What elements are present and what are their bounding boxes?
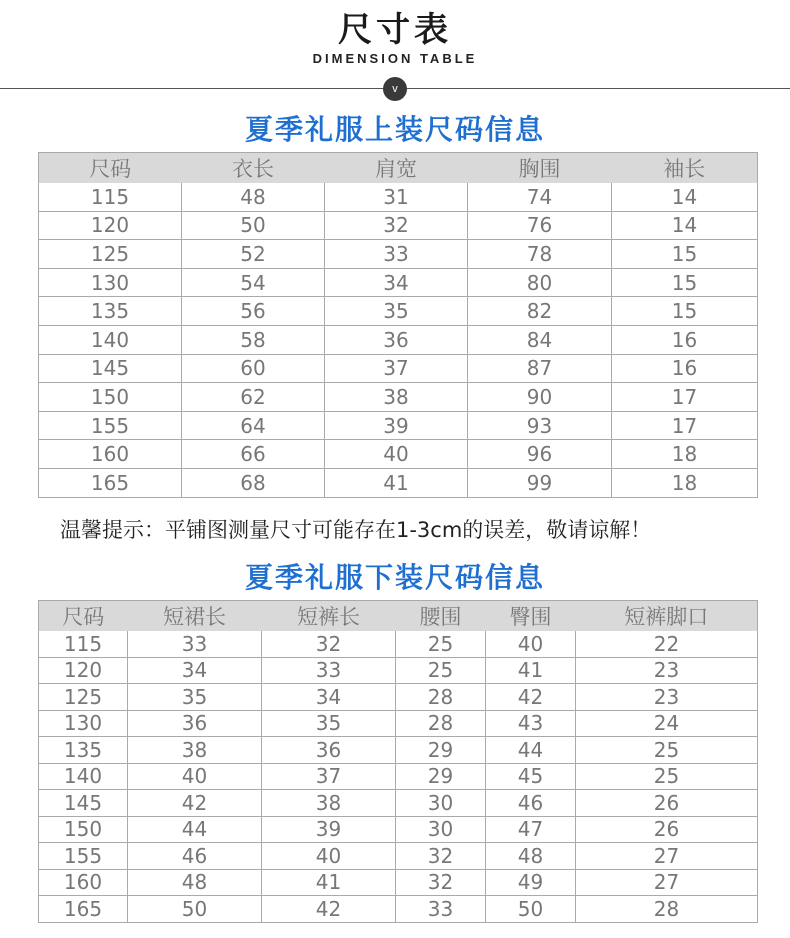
- table-cell: 29: [396, 737, 486, 764]
- table-cell: 160: [39, 869, 128, 896]
- table-cell: 25: [576, 763, 758, 790]
- table-cell: 66: [182, 440, 325, 469]
- column-header: 尺码: [39, 153, 182, 184]
- table-cell: 35: [325, 297, 468, 326]
- top-size-table: [38, 152, 758, 498]
- column-header: 袖长: [612, 153, 758, 184]
- table-cell: 64: [182, 411, 325, 440]
- chevron-down-icon: v: [383, 77, 407, 101]
- table-cell: 36: [262, 737, 396, 764]
- table-cell: 28: [396, 684, 486, 711]
- table-cell: 52: [182, 240, 325, 269]
- table-cell: 32: [396, 843, 486, 870]
- table-cell: 15: [612, 297, 758, 326]
- column-header: 短裤脚口: [576, 601, 758, 632]
- table-cell: 34: [325, 268, 468, 297]
- table-cell: 25: [576, 737, 758, 764]
- table-row: [39, 869, 758, 896]
- table-row: [39, 240, 758, 269]
- table-cell: 45: [486, 763, 576, 790]
- table-cell: 84: [468, 325, 612, 354]
- table-row: [39, 325, 758, 354]
- table-cell: 32: [396, 869, 486, 896]
- table-cell: 90: [468, 383, 612, 412]
- table-cell: 17: [612, 383, 758, 412]
- table-row: [39, 763, 758, 790]
- measurement-note: 温馨提示：平铺图测量尺寸可能存在1-3cm的误差，敬请谅解！: [60, 518, 652, 542]
- table-cell: 49: [486, 869, 576, 896]
- table-cell: 56: [182, 297, 325, 326]
- table-cell: 31: [325, 183, 468, 211]
- table-cell: 140: [39, 325, 182, 354]
- table-row: [39, 383, 758, 412]
- table-header-row: [39, 153, 758, 184]
- table-cell: 25: [396, 631, 486, 657]
- table-row: [39, 268, 758, 297]
- table-cell: 33: [262, 657, 396, 684]
- table-cell: 41: [325, 468, 468, 497]
- table-cell: 15: [612, 240, 758, 269]
- table-cell: 33: [128, 631, 262, 657]
- table-cell: 87: [468, 354, 612, 383]
- table-cell: 38: [325, 383, 468, 412]
- table-cell: 96: [468, 440, 612, 469]
- table-cell: 145: [39, 354, 182, 383]
- table-cell: 130: [39, 268, 182, 297]
- table-cell: 82: [468, 297, 612, 326]
- table-cell: 32: [262, 631, 396, 657]
- table-cell: 115: [39, 631, 128, 657]
- table-cell: 44: [486, 737, 576, 764]
- table-cell: 38: [262, 790, 396, 817]
- table-cell: 155: [39, 411, 182, 440]
- table-row: [39, 211, 758, 240]
- table-cell: 74: [468, 183, 612, 211]
- table-cell: 42: [262, 896, 396, 923]
- table-cell: 58: [182, 325, 325, 354]
- top-size-section-title: 夏季礼服上装尺码信息: [244, 113, 545, 146]
- table-cell: 34: [262, 684, 396, 711]
- table-cell: 50: [182, 211, 325, 240]
- column-header: 短裤长: [262, 601, 396, 632]
- table-row: [39, 684, 758, 711]
- table-cell: 50: [486, 896, 576, 923]
- table-cell: 28: [396, 710, 486, 737]
- table-cell: 26: [576, 816, 758, 843]
- table-row: [39, 816, 758, 843]
- table-cell: 42: [486, 684, 576, 711]
- table-cell: 46: [486, 790, 576, 817]
- table-cell: 125: [39, 684, 128, 711]
- table-header-row: [39, 601, 758, 632]
- table-cell: 27: [576, 869, 758, 896]
- page-title: 尺寸表: [338, 10, 452, 50]
- table-cell: 17: [612, 411, 758, 440]
- page-subtitle: DIMENSION TABLE: [312, 51, 478, 66]
- column-header: 衣长: [182, 153, 325, 184]
- table-cell: 135: [39, 297, 182, 326]
- table-cell: 41: [262, 869, 396, 896]
- table-cell: 41: [486, 657, 576, 684]
- table-row: [39, 896, 758, 923]
- table-row: [39, 737, 758, 764]
- table-cell: 48: [486, 843, 576, 870]
- table-cell: 32: [325, 211, 468, 240]
- table-cell: 24: [576, 710, 758, 737]
- table-cell: 60: [182, 354, 325, 383]
- table-cell: 165: [39, 896, 128, 923]
- table-cell: 33: [396, 896, 486, 923]
- table-cell: 33: [325, 240, 468, 269]
- table-row: [39, 790, 758, 817]
- table-cell: 150: [39, 816, 128, 843]
- table-cell: 140: [39, 763, 128, 790]
- table-row: [39, 411, 758, 440]
- table-cell: 48: [128, 869, 262, 896]
- table-cell: 40: [262, 843, 396, 870]
- table-cell: 40: [128, 763, 262, 790]
- table-cell: 76: [468, 211, 612, 240]
- column-header: 尺码: [39, 601, 128, 632]
- table-cell: 44: [128, 816, 262, 843]
- table-row: [39, 297, 758, 326]
- table-cell: 155: [39, 843, 128, 870]
- table-cell: 22: [576, 631, 758, 657]
- table-cell: 62: [182, 383, 325, 412]
- table-cell: 39: [325, 411, 468, 440]
- table-cell: 36: [128, 710, 262, 737]
- table-cell: 160: [39, 440, 182, 469]
- table-cell: 15: [612, 268, 758, 297]
- table-cell: 99: [468, 468, 612, 497]
- table-cell: 28: [576, 896, 758, 923]
- table-cell: 18: [612, 440, 758, 469]
- table-cell: 16: [612, 354, 758, 383]
- table-cell: 16: [612, 325, 758, 354]
- table-cell: 120: [39, 657, 128, 684]
- bottom-size-table: [38, 600, 758, 923]
- table-cell: 27: [576, 843, 758, 870]
- table-row: [39, 440, 758, 469]
- table-cell: 30: [396, 816, 486, 843]
- table-cell: 35: [128, 684, 262, 711]
- table-cell: 78: [468, 240, 612, 269]
- column-header: 短裙长: [128, 601, 262, 632]
- table-cell: 115: [39, 183, 182, 211]
- table-cell: 135: [39, 737, 128, 764]
- table-cell: 42: [128, 790, 262, 817]
- table-cell: 25: [396, 657, 486, 684]
- table-cell: 47: [486, 816, 576, 843]
- table-cell: 120: [39, 211, 182, 240]
- table-row: [39, 468, 758, 497]
- table-row: [39, 657, 758, 684]
- table-cell: 40: [325, 440, 468, 469]
- table-cell: 14: [612, 183, 758, 211]
- table-cell: 29: [396, 763, 486, 790]
- table-cell: 46: [128, 843, 262, 870]
- column-header: 臀围: [486, 601, 576, 632]
- table-cell: 145: [39, 790, 128, 817]
- table-cell: 14: [612, 211, 758, 240]
- table-row: [39, 710, 758, 737]
- table-cell: 36: [325, 325, 468, 354]
- table-cell: 130: [39, 710, 128, 737]
- table-cell: 80: [468, 268, 612, 297]
- bottom-size-section-title: 夏季礼服下装尺码信息: [244, 561, 545, 594]
- table-cell: 35: [262, 710, 396, 737]
- table-cell: 34: [128, 657, 262, 684]
- table-cell: 39: [262, 816, 396, 843]
- table-cell: 125: [39, 240, 182, 269]
- table-cell: 23: [576, 657, 758, 684]
- table-cell: 40: [486, 631, 576, 657]
- table-cell: 37: [325, 354, 468, 383]
- table-cell: 38: [128, 737, 262, 764]
- table-cell: 54: [182, 268, 325, 297]
- table-cell: 26: [576, 790, 758, 817]
- table-row: [39, 631, 758, 657]
- table-row: [39, 354, 758, 383]
- table-cell: 30: [396, 790, 486, 817]
- table-cell: 150: [39, 383, 182, 412]
- table-row: [39, 183, 758, 211]
- table-row: [39, 843, 758, 870]
- column-header: 肩宽: [325, 153, 468, 184]
- table-cell: 18: [612, 468, 758, 497]
- column-header: 腰围: [396, 601, 486, 632]
- table-cell: 165: [39, 468, 182, 497]
- table-cell: 48: [182, 183, 325, 211]
- table-cell: 50: [128, 896, 262, 923]
- table-cell: 93: [468, 411, 612, 440]
- table-cell: 23: [576, 684, 758, 711]
- table-cell: 37: [262, 763, 396, 790]
- table-cell: 68: [182, 468, 325, 497]
- table-cell: 43: [486, 710, 576, 737]
- column-header: 胸围: [468, 153, 612, 184]
